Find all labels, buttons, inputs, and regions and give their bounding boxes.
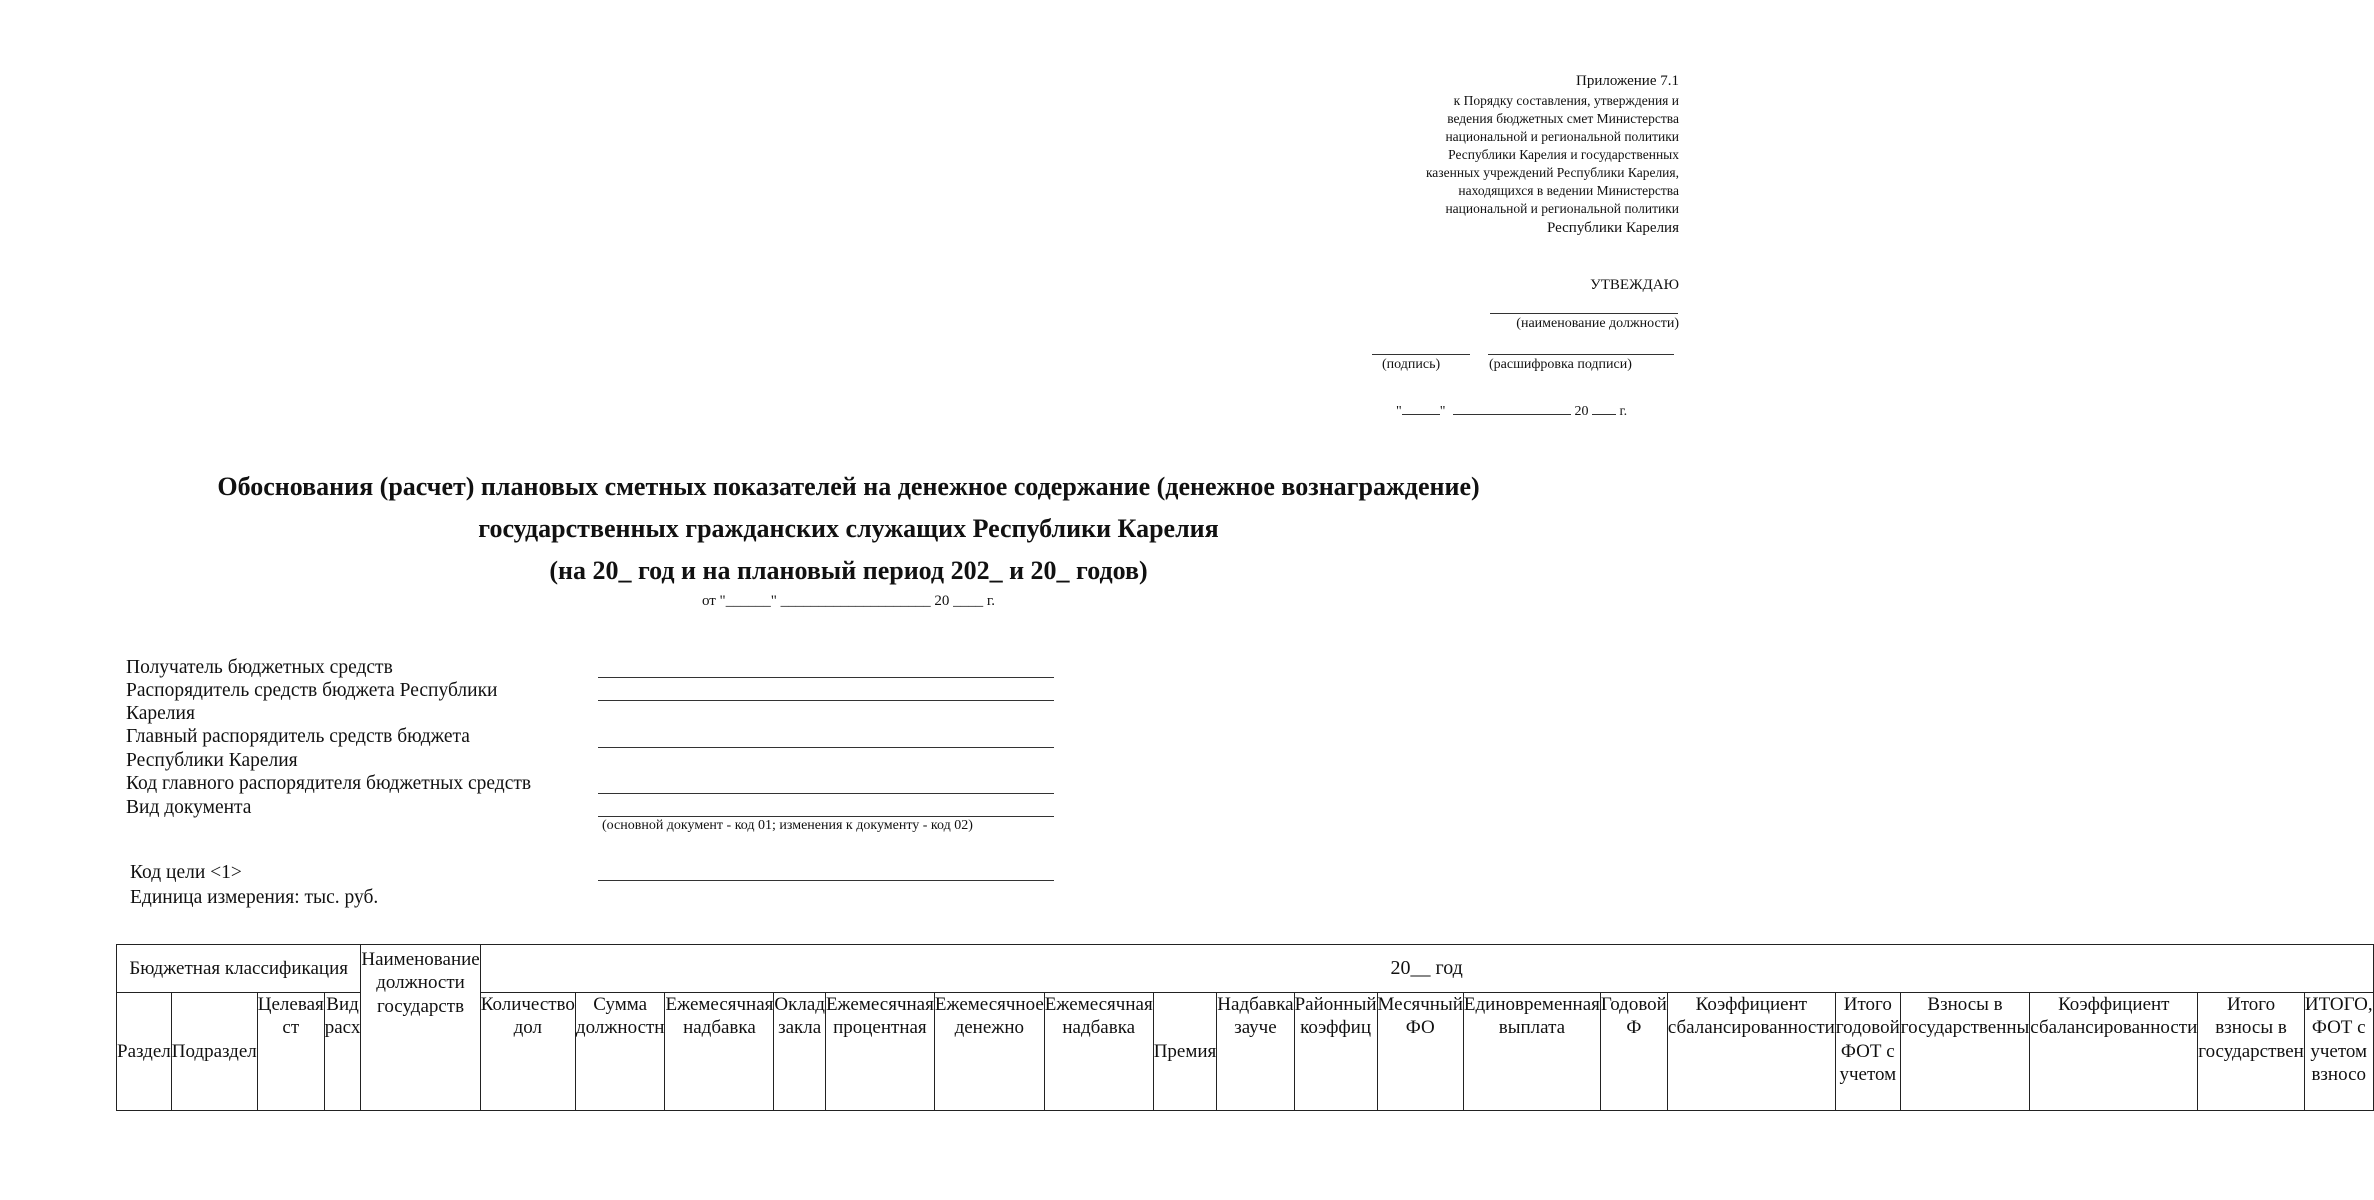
title-line-3: (на 20_ год и на плановый период 202_ и 20_ годов)	[549, 556, 1148, 585]
col-annual-total: Итого годовой ФОТ с учетом	[1835, 993, 1900, 1111]
col-degree-bonus: Надбавка зауче	[1217, 993, 1294, 1111]
document-title	[0, 466, 1697, 592]
col-subsection: Подраздел	[171, 993, 257, 1111]
recipient-label: Получатель бюджетных средств	[126, 657, 393, 678]
col-monthly-percent: Ежемесячная процентная	[825, 993, 934, 1111]
signature-line	[1372, 354, 1470, 355]
approval-date	[1396, 404, 1627, 420]
decoding-caption: (расшифровка подписи)	[1489, 357, 1632, 372]
date-close-quote: "	[770, 593, 777, 609]
col-monthly-bonus-2: Ежемесячная надбавка	[1044, 993, 1153, 1111]
position-line	[1490, 313, 1678, 314]
date-blank-day: ______	[725, 593, 771, 609]
year-header: 20__ год	[480, 945, 2373, 993]
col-annual-fund: Годовой Ф	[1600, 993, 1667, 1111]
date-suffix: г.	[1619, 404, 1628, 419]
signature-caption: (подпись)	[1382, 357, 1441, 372]
appendix-line: казенных учреждений Республики Карелия,	[1425, 165, 1679, 180]
col-rank-salary: Оклад закла	[774, 993, 826, 1111]
position-caption: (наименование должности)	[1516, 316, 1679, 331]
recipient-field[interactable]	[598, 677, 1054, 678]
col-state-contributions: Взносы в государственны	[1900, 993, 2030, 1111]
appendix-line: Республики Карелия	[1546, 220, 1679, 236]
date-suffix: г.	[986, 593, 996, 609]
date-year: 20	[934, 593, 950, 609]
col-monthly-fund: Месячный ФО	[1377, 993, 1463, 1111]
appendix-line: находящихся в ведении Министерства	[1458, 183, 1679, 198]
col-monthly-cash: Ежемесячное денежно	[934, 993, 1044, 1111]
appendix-line: национальной и региональной политики	[1445, 201, 1679, 216]
appendix-title: Приложение 7.1	[1575, 73, 1679, 89]
col-regional-coef: Районный коэффиц	[1294, 993, 1377, 1111]
position-name-header	[361, 945, 480, 1111]
manager-label-1: Распорядитель средств бюджета Республики	[126, 680, 498, 701]
unit-label: Единица измерения: тыс. руб.	[130, 887, 379, 908]
title-line-2: государственных гражданских служащих Республики Карелия	[478, 514, 1219, 543]
goal-code-field[interactable]	[598, 880, 1054, 881]
col-salary-sum: Сумма должностн	[575, 993, 665, 1111]
col-monthly-bonus-1: Ежемесячная надбавка	[665, 993, 774, 1111]
col-premium: Премия	[1153, 993, 1217, 1111]
goal-code-label: Код цели <1>	[130, 862, 242, 883]
doc-type-note: (основной документ - код 01; изменения к документу - код 02)	[602, 818, 973, 833]
manager-field[interactable]	[598, 700, 1054, 701]
date-blank-year: ____	[953, 593, 984, 609]
chief-field[interactable]	[598, 747, 1054, 748]
appendix-line: национальной и региональной политики	[1445, 129, 1679, 144]
col-balance-coef-2: Коэффициент сбалансированности	[2030, 993, 2198, 1111]
col-one-time-payment: Единовременная выплата	[1463, 993, 1600, 1111]
chief-label-2: Республики Карелия	[126, 750, 298, 771]
chief-label-1: Главный распорядитель средств бюджета	[126, 726, 470, 747]
manager-label-2: Карелия	[126, 703, 195, 724]
appendix-line: ведения бюджетных смет Министерства	[1447, 111, 1679, 126]
chief-code-label: Код главного распорядителя бюджетных средств	[126, 773, 532, 794]
appendix-line: Республики Карелия и государственных	[1448, 147, 1679, 162]
col-section: Раздел	[117, 993, 172, 1111]
doc-type-label: Вид документа	[126, 797, 252, 818]
date-blank-month: ____________________	[780, 593, 931, 609]
estimate-table	[116, 944, 2374, 1111]
date-open-quote: "	[1396, 404, 1402, 419]
col-staff-count: Количество дол	[480, 993, 575, 1111]
position-name-header-text: Наименование должности государств	[361, 949, 480, 1017]
col-balance-coef-1: Коэффициент сбалансированности	[1667, 993, 1835, 1111]
appendix-block	[1259, 71, 1679, 239]
document-date	[0, 593, 1697, 610]
date-prefix: от "	[701, 593, 726, 609]
date-close-quote: "	[1439, 404, 1446, 419]
approval-title: УТВЕЖДАЮ	[1590, 277, 1679, 293]
appendix-line: к Порядку составления, утверждения и	[1453, 93, 1679, 108]
col-target-item: Целевая ст	[257, 993, 324, 1111]
chief-code-field[interactable]	[598, 793, 1054, 794]
budget-class-header: Бюджетная классификация	[117, 945, 361, 993]
doc-type-field[interactable]	[598, 816, 1054, 817]
date-year: 20	[1574, 404, 1589, 419]
title-line-1: Обоснования (расчет) плановых сметных показателей на денежное содержание (денежное вознаграждение)	[217, 472, 1480, 501]
col-contributions-total: Итого взносы в государствен	[2198, 993, 2305, 1111]
decoding-line	[1488, 354, 1674, 355]
col-expense-type: Вид расх	[324, 993, 361, 1111]
col-grand-total: ИТОГО, ФОТ с учетом взносо	[2304, 993, 2373, 1111]
